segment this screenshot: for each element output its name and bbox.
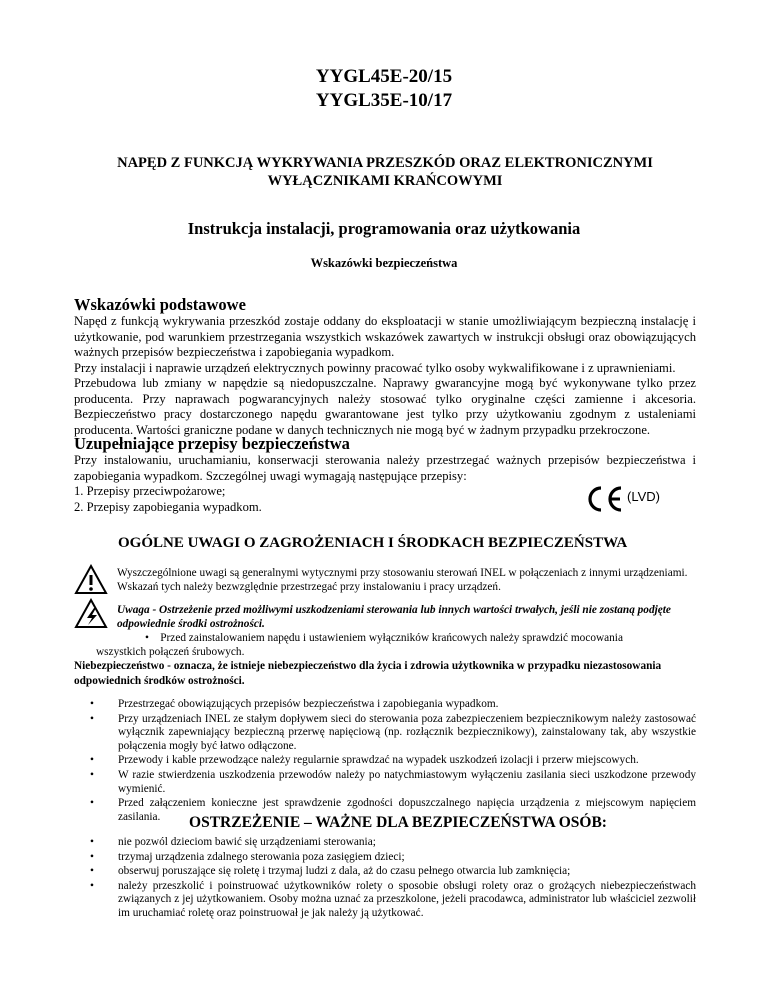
persons-bullet-list bbox=[90, 836, 696, 922]
safety-subtitle: Wskazówki bezpieczeństwa bbox=[310, 256, 458, 270]
list-item bbox=[90, 880, 696, 921]
list-item-text: Przestrzegać obowiązujących przepisów bezpieczeństwa i zapobiegania wypadkom. bbox=[118, 698, 499, 710]
list-item-text: Przy urządzeniach INEL ze stałym dopływem sieci do sterowania poza zabezpieczeniem bezpiecznikowym należy zastosować wyłącznik zapewniający bezpieczną przerwę napięciową (np. rozłącznik bezpiecznikowy), zainstalowany tak, aby wszystkie połączenia mogły być łatwo odłączone. bbox=[118, 712, 696, 752]
list-item bbox=[90, 713, 696, 754]
list-item bbox=[90, 769, 696, 796]
warning-triangle-icon bbox=[74, 564, 108, 596]
bullet: • bbox=[90, 879, 94, 892]
list-item-text: W razie stwierdzenia uszkodzenia przewodów należy po natychmiastowym wyłączeniu zasilania sieci uszkodzone przewody wymienić. bbox=[118, 768, 696, 795]
section-heading-persons: OSTRZEŻENIE – WAŻNE DLA BEZPIECZEŃSTWA OSÓB: bbox=[189, 814, 607, 831]
list-item bbox=[90, 836, 696, 850]
bullet: • bbox=[90, 754, 94, 767]
check-mounting-line-1: Przed zainstalowaniem napędu i ustawieniem wyłączników krańcowych należy sprawdzić mocowania bbox=[160, 632, 623, 644]
list-item-text: należy przeszkolić i poinstruować użytkowników rolety o sposobie obsługi rolety oraz o grożących niebezpieczeństwach związanych z jej użytkowaniem. Osoby można uznać za przeszkolone, jeżeli pracodawca, administrator lub właściciel zezwolił im uruchamiać roletę oraz poinstruował je jak należy ją użytkować. bbox=[118, 879, 696, 919]
bullet: • bbox=[90, 836, 94, 848]
general-bullet-list bbox=[90, 698, 696, 825]
paragraph: Przy instalacji i naprawie urządzeń elektrycznych powinny pracować tylko osoby wykwalifikowane i z uprawnieniami. bbox=[74, 360, 676, 375]
electrical-hazard-icon bbox=[74, 598, 108, 630]
lvd-label: (LVD) bbox=[627, 489, 660, 504]
ce-mark-icon bbox=[585, 484, 629, 514]
danger-note: Niebezpieczeństwo - oznacza, że istnieje niebezpieczeństwo dla życia i zdrowia użytkownika w przypadku niezastosowania odpowiednich środków ostrożności. bbox=[74, 660, 662, 687]
list-item-text: nie pozwól dzieciom bawić się urządzeniami sterowania; bbox=[118, 836, 376, 848]
document-subtitle bbox=[90, 154, 680, 190]
subtitle-line-1: NAPĘD Z FUNKCJĄ WYKRYWANIA PRZESZKÓD ORAZ ELEKTRONICZNYMI bbox=[117, 155, 653, 171]
paragraph: Napęd z funkcją wykrywania przeszkód zostaje oddany do eksploatacji w stanie umożliwiającym bezpieczną instalację i użytkowanie, pod warunkiem przestrzegania wszystkich wskazówek zawartych w instrukcji obsługi oraz obowiązujących ważnych przepisów bezpieczeństwa i zapobiegania wypadkom. bbox=[74, 314, 696, 359]
subtitle-line-2: WYŁĄCZNIKAMI KRAŃCOWYMI bbox=[267, 173, 503, 189]
bullet: • bbox=[90, 712, 94, 725]
list-item bbox=[90, 851, 696, 865]
list-item bbox=[90, 754, 696, 768]
basic-guidelines-text bbox=[74, 314, 696, 438]
list-item: 2. Przepisy zapobiegania wypadkom. bbox=[74, 499, 262, 514]
list-item bbox=[90, 865, 696, 879]
bullet: • bbox=[145, 632, 149, 644]
ce-mark bbox=[585, 484, 695, 514]
list-item-text: Przewody i kable przewodzące należy regularnie sprawdzać na wypadek uszkodzeń izolacji i przerw miejscowych. bbox=[118, 754, 639, 767]
list-item bbox=[90, 698, 696, 712]
bullet: • bbox=[90, 768, 94, 781]
caution-text: Uwaga - Ostrzeżenie przed możliwymi uszkodzeniami sterowania lub innych wartości trwałych, jeśli nie zostaną podjęte odpowiednie środki ostrożności. bbox=[117, 604, 671, 630]
list-item: 1. Przepisy przeciwpożarowe; bbox=[74, 484, 226, 498]
bullet: • bbox=[90, 865, 94, 878]
section-heading-basic: Wskazówki podstawowe bbox=[74, 295, 246, 314]
check-mounting-note bbox=[145, 631, 705, 645]
bullet: • bbox=[90, 850, 94, 863]
instructions-title: Instrukcja instalacji, programowania oraz użytkowania bbox=[187, 219, 581, 238]
paragraph: Przebudowa lub zmiany w napędzie są niedopuszczalne. Naprawy gwarancyjne mogą być wykonywane tylko przez producenta. Przy naprawach pogwarancyjnych należy stosować tylko oryginalne części zamienne i akcesoria. Bezpieczeństwo pracy dostarczonego napędu gwarantowane jest tylko przy użytkowaniu zgodnym z ustaleniami producenta. Wartości graniczne podane w danych technicznych nie mogą być w żadnym przypadku przekroczone. bbox=[74, 376, 696, 437]
bullet: • bbox=[90, 698, 94, 710]
section-heading-general: OGÓLNE UWAGI O ZAGROŻENIACH I ŚRODKACH BEZPIECZEŃSTWA bbox=[118, 535, 628, 551]
paragraph: Przy instalowaniu, uruchamianiu, konserwacji sterowania należy przestrzegać ważnych przepisów bezpieczeństwa i zapobiegania wypadkom. Szczególnej uwagi wymagają następujące przepisy: bbox=[74, 453, 696, 483]
model-title-1: YYGL45E-20/15 bbox=[315, 66, 453, 87]
list-item-text: obserwuj poruszające się roletę i trzymaj ludzi z dala, aż do czasu pełnego otwarcia lub zamknięcia; bbox=[118, 865, 571, 878]
warning-text-general: Wyszczególnione uwagi są generalnymi wytycznymi przy stosowaniu sterowań INEL w połączeniach z innymi urządzeniami. Wskazań tych należy bezwzględnie przestrzegać przy instalowaniu i pracy urządzeń. bbox=[117, 567, 688, 593]
check-mounting-line-2: wszystkich połączeń śrubowych. bbox=[96, 646, 245, 658]
list-item-text: trzymaj urządzenia zdalnego sterowania poza zasięgiem dzieci; bbox=[118, 850, 405, 863]
model-title-2: YYGL35E-10/17 bbox=[315, 90, 453, 111]
section-heading-supplementary: Uzupełniające przepisy bezpieczeństwa bbox=[74, 434, 350, 453]
bullet: • bbox=[90, 797, 94, 810]
list-item-text: Przed załączeniem konieczne jest sprawdzenie zgodności dopuszczalnego napięcia urządzenia z miejscowym napięciem zasilania. bbox=[118, 797, 696, 823]
